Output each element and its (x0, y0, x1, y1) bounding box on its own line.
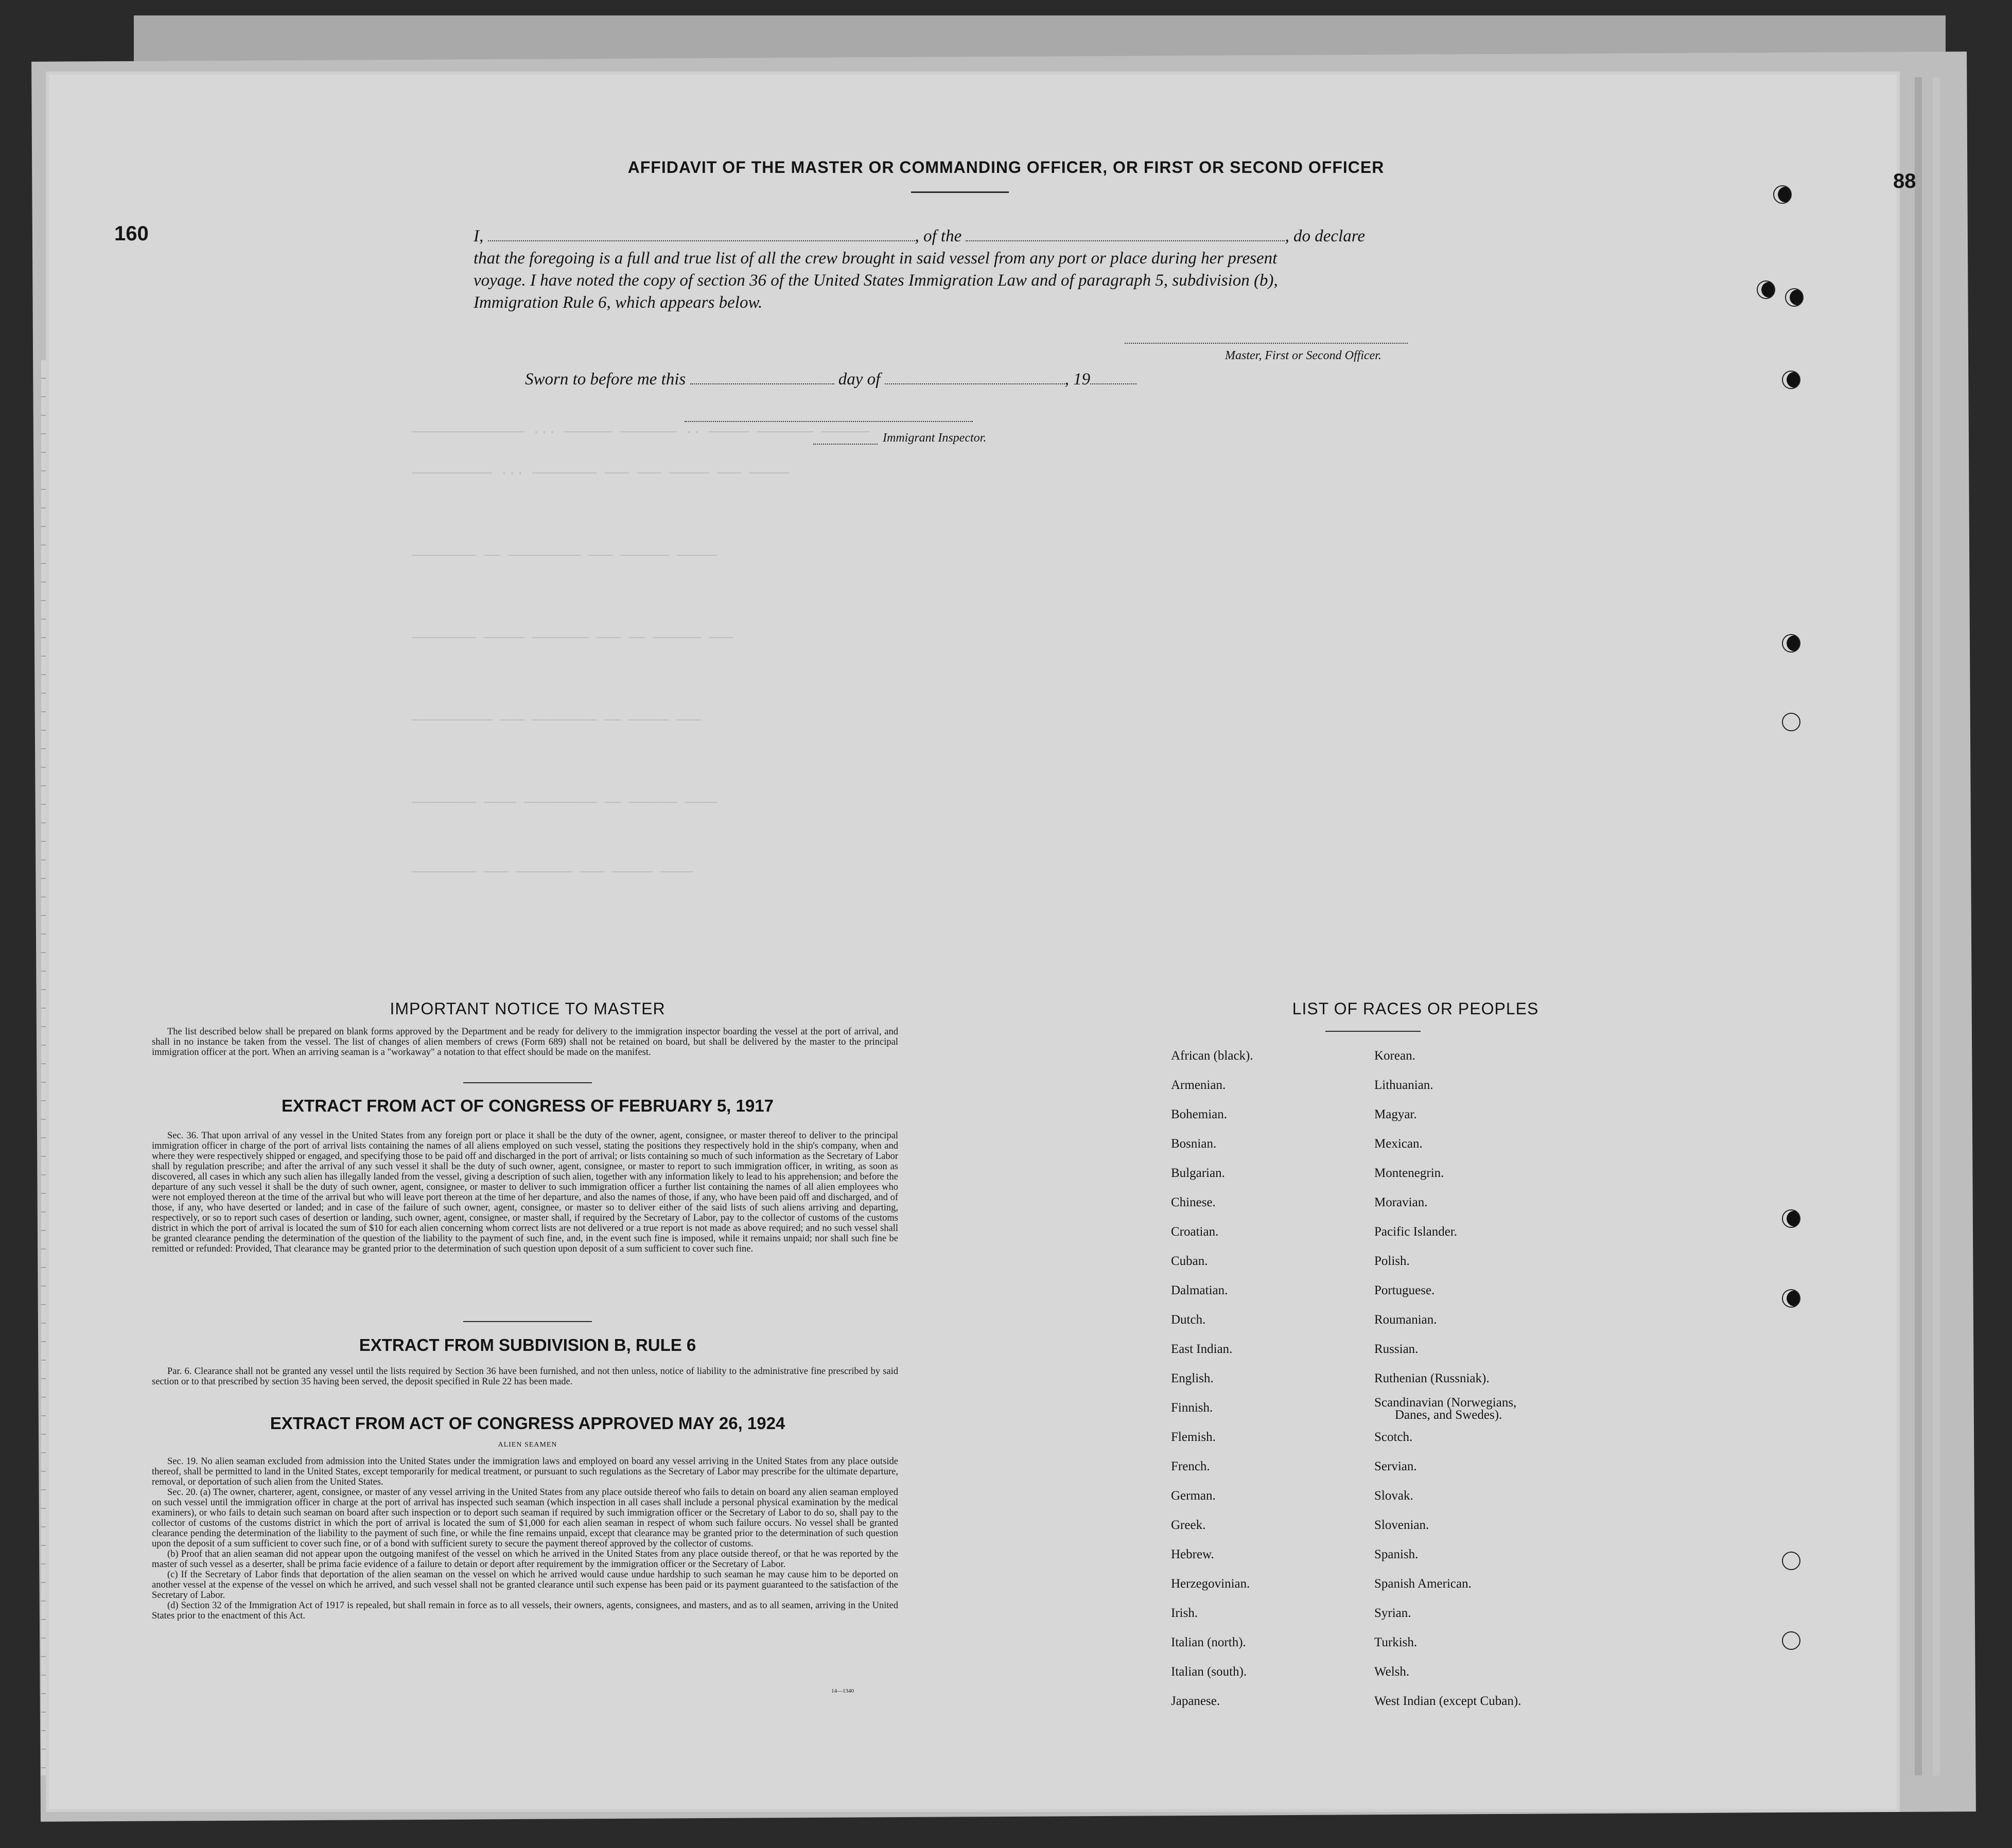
race-item: Dutch. (1171, 1313, 1206, 1327)
affidavit-declare-label: , do declare (1285, 227, 1365, 245)
left-margin-number: 160 (114, 222, 149, 245)
notice-paragraph: The list described below shall be prepared on blank forms approved by the Department and be ready for delivery to the immigration inspector boarding the vessel at the port of arrival, and shall in no instance be taken from the vessel. The list of changes of alien members of crews (Form 689) shall not be retained on board, but shall be delivered by the master to the principal immigration officer at the port. When an arriving seaman is a "workaway" a notation to that effect should be made on the manifest. (152, 1027, 898, 1058)
races-divider (1325, 1031, 1421, 1032)
extract-1917-text (152, 1131, 898, 1254)
rule-6-text (152, 1366, 898, 1387)
race-item: Slovak. (1374, 1489, 1413, 1503)
inspector-dotted-lead (813, 444, 878, 445)
day-of-label: day of (838, 370, 881, 389)
inspector-caption: Immigrant Inspector. (883, 431, 987, 445)
bleed-through-row: ──────── ─── ─────── ─── ───── ──── (412, 865, 693, 880)
extract-1924-sec-20c: (c) If the Secretary of Labor finds that deportation of the alien seaman on the vessel on which he arrived would cause undue hardship to such seaman he may cause him to be deported on another vessel at the expense of the vessel on which he arrived, and such vessel shall not be granted clearance until such expense has been paid or its payment guaranteed to the satisfaction of the Secretary of Labor. (152, 1570, 898, 1600)
race-item: Pacific Islander. (1374, 1225, 1458, 1239)
race-item: Irish. (1171, 1606, 1198, 1620)
race-item: French. (1171, 1459, 1210, 1473)
punch-hole (1785, 288, 1804, 307)
race-item: Russian. (1374, 1342, 1419, 1356)
affidavit-line-1 (474, 225, 1493, 247)
race-item: Japanese. (1171, 1694, 1220, 1708)
race-item: Syrian. (1374, 1606, 1411, 1620)
punch-hole (1773, 185, 1792, 204)
sheet-edge (1899, 77, 1906, 1775)
race-item: Slovenian. (1374, 1518, 1429, 1532)
race-item: Montenegrin. (1374, 1166, 1444, 1180)
master-caption: Master, First or Second Officer. (1225, 349, 1381, 362)
sheet-edge (1933, 77, 1940, 1775)
race-item: Finnish. (1171, 1401, 1213, 1415)
affidavit-line-3: voyage. I have noted the copy of section 36 of the United States Immigration Law and of paragraph 5, subdivision (b), (474, 271, 1278, 290)
race-item: West Indian (except Cuban). (1374, 1694, 1521, 1708)
sworn-month-blank (885, 381, 1065, 384)
inspector-signature-line (685, 421, 973, 422)
master-signature-line (1125, 343, 1408, 344)
notice-title: IMPORTANT NOTICE TO MASTER (390, 999, 666, 1018)
bleed-through-row: ────────── ─── ──────── ── ───── ─── (412, 713, 701, 728)
race-item: Scandinavian (Norwegians, (1374, 1396, 1517, 1410)
punch-hole (1782, 713, 1800, 731)
extract-1924-sec-20a: Sec. 20. (a) The owner, charterer, agent, consignee, or master of any vessel arriving in the United States from any place outside thereof who fails to detain on board any alien seaman employed on such vessel until the immigration officer in charge at the port of arrival has inspected such seaman (which inspection in all cases shall include a personal physical examination by the medical examiners), or who fails to detain such seaman on board after such inspection or to deport such seaman if required by such immigration officer or the Secretary of Labor to do so, shall pay to the collector of customs of the customs district in which the port of arrival is located the sum of $1,000 for each alien seaman in respect of whom such failure occurs. No vessel shall be granted clearance pending the determination of the liability to the payment of such fine, or while the fine remains unpaid, except that clearance may be granted prior to the determination of such question upon the deposit of a sum sufficient to cover such fine, or of a bond with sufficient surety to secure the payment thereof approved by the collector of customs. (152, 1487, 898, 1549)
race-item: Bulgarian. (1171, 1166, 1225, 1180)
race-item: Roumanian. (1374, 1313, 1437, 1327)
bleed-through-row: ────────────── ··· ────── ─────── ·· ───── ─────── ────── (412, 425, 870, 440)
race-item: Polish. (1374, 1254, 1410, 1268)
extract-1924-text (152, 1456, 898, 1621)
race-item: Ruthenian (Russniak). (1374, 1371, 1490, 1385)
form-number: 14—1340 (831, 1688, 854, 1694)
year-label: , 19 (1064, 370, 1091, 389)
affidavit-line-2: that the foregoing is a full and true list of all the crew brought in said vessel from any port or place during her present (474, 249, 1278, 268)
race-item: Moravian. (1374, 1195, 1428, 1209)
right-margin-number: 88 (1893, 170, 1916, 192)
race-item: Spanish American. (1374, 1577, 1472, 1591)
race-item: Italian (north). (1171, 1635, 1246, 1649)
extract-1924-sec-19: Sec. 19. No alien seaman excluded from admission into the United States under the immigration laws and employed on board any vessel arriving in the United States from any place outside thereof, shall be permitted to land in the United States, except temporarily for medical treatment, or pursuant to such regulations as the Secretary of Labor may prescribe for the ultimate departure, removal, or deportation of such alien from the United States. (152, 1456, 898, 1487)
bleed-through-row: ──────── ───── ─────── ─── ── ────── ─── (412, 630, 733, 646)
race-item: Magyar. (1374, 1107, 1417, 1121)
race-item: Lithuanian. (1374, 1078, 1433, 1092)
extract-1917-title: EXTRACT FROM ACT OF CONGRESS OF FEBRUARY 5, 1917 (282, 1096, 774, 1115)
punch-hole (1782, 371, 1800, 389)
rule-6-title: EXTRACT FROM SUBDIVISION B, RULE 6 (359, 1335, 696, 1354)
race-item: Cuban. (1171, 1254, 1208, 1268)
race-item: Italian (south). (1171, 1665, 1247, 1679)
alien-seamen-subtitle: ALIEN SEAMEN (498, 1441, 557, 1449)
race-item: East Indian. (1171, 1342, 1233, 1356)
name-blank (488, 238, 915, 241)
race-item: Bohemian. (1171, 1107, 1228, 1121)
race-item: Spanish. (1374, 1547, 1419, 1561)
race-item: Portuguese. (1374, 1283, 1435, 1297)
race-item: German. (1171, 1489, 1216, 1503)
bleed-through-row: ──────── ──── ───────── ── ────── ──── (412, 795, 717, 811)
sheet-edge (1915, 77, 1922, 1775)
notice-text (152, 1027, 898, 1058)
race-item: Scotch. (1374, 1430, 1413, 1444)
race-item: Greek. (1171, 1518, 1206, 1532)
sworn-year-blank (1090, 381, 1136, 384)
race-item: Servian. (1374, 1459, 1417, 1473)
section-divider (463, 1082, 592, 1083)
affidavit-line-4: Immigration Rule 6, which appears below. (474, 293, 763, 312)
affidavit-title: AFFIDAVIT OF THE MASTER OR COMMANDING OFFICER, OR FIRST OR SECOND OFFICER (627, 158, 1385, 177)
sworn-label: Sworn to before me this (525, 370, 686, 389)
section-divider (463, 1321, 592, 1322)
race-item: Dalmatian. (1171, 1283, 1228, 1297)
race-item: Mexican. (1374, 1137, 1423, 1151)
affidavit-i-label: I, (474, 227, 484, 245)
extract-1917-paragraph: Sec. 36. That upon arrival of any vessel in the United States from any foreign port or place it shall be the duty of the owner, agent, consignee, or master thereof to deliver to the principal immigration officer in charge of the port of arrival lists containing the names of all aliens employed on such vessel, stating the positions they respectively hold in the ship's company, when and where they were respectively shipped or engaged, and specifying those to be paid off and discharged in the port of arrival; or lists containing so much of such information as the Secretary of Labor shall by regulation prescribe; and after the arrival of any such vessel it shall be the duty of such owner, agent, consignee, or master to report to such immigration officer, in writing, as soon as discovered, all cases in which any such alien has illegally landed from the vessel, giving a description of such alien, together with any information likely to lead to his apprehension; and before the departure of any such vessel it shall be the duty of such owner, agent, consignee, or master to deliver to such immigration officer a further list containing the names of all alien employees who were not employed thereon at the time of the arrival but who will leave port thereon at the time of her departure, and also the names of those, if any, who have been paid off and discharged, and of those, if any, who have deserted or landed; and in case of the failure of such owner, agent, consignee, or master so to deliver either of the said lists of such aliens arriving and departing, respectively, or so to report such cases of desertion or landing, such owner, agent, consignee, or master shall, if required by the Secretary of Labor, pay to the collector of customs of the customs district in which the port of arrival is located the sum of $10 for each alien concerning whom correct lists are not delivered or a true report is not made as above required; and no such vessel shall be granted clearance pending the determination of the question of the liability to the payment of such fine, and, in the event such fine is imposed, while it remains unpaid; nor shall such fine be remitted or refunded: Provided, That clearance may be granted prior to the determination of such question upon deposit of a sum sufficient to cover such fine. (152, 1131, 898, 1254)
title-divider (911, 191, 1009, 193)
bleed-through-row: ────────── ··· ──────── ─── ─── ───── ─── ───── (412, 466, 790, 481)
punch-hole (1782, 634, 1800, 653)
rule-6-paragraph: Par. 6. Clearance shall not be granted any vessel until the lists required by Section 36 have been furnished, and not then unless, notice of liability to the administrative fine prescribed by said section or to that prescribed by section 35 having been served, the deposit specified in Rule 22 has been made. (152, 1366, 898, 1387)
race-item: Turkish. (1374, 1635, 1418, 1649)
race-item: Chinese. (1171, 1195, 1216, 1209)
race-item: Croatian. (1171, 1225, 1219, 1239)
race-item: Flemish. (1171, 1430, 1216, 1444)
bleed-through-row: ──────── ── ───────── ─── ────── ───── (412, 548, 717, 564)
sworn-day-blank (690, 381, 834, 384)
race-item: Armenian. (1171, 1078, 1226, 1092)
race-item: African (black). (1171, 1049, 1253, 1063)
races-title: LIST OF RACES OR PEOPLES (1292, 999, 1539, 1018)
punch-hole (1757, 280, 1775, 299)
race-item-scandinavian-cont: Danes, and Swedes). (1395, 1408, 1502, 1422)
vessel-blank (966, 238, 1285, 241)
extract-1924-sec-20d: (d) Section 32 of the Immigration Act of 1917 is repealed, but shall remain in force as to all vessels, their owners, agents, consignees, and masters, and as to all seamen, arriving in the United States prior to the enactment of this Act. (152, 1600, 898, 1621)
punch-hole (1782, 1631, 1800, 1650)
extract-1924-sec-20b: (b) Proof that an alien seaman did not appear upon the outgoing manifest of the vessel on which he arrived in the United States from any place outside thereof, or that he was reported by the master of such vessel as a deserter, shall be prima facie evidence of a failure to detain or deport after requirement by the immigration officer or the Secretary of Labor. (152, 1549, 898, 1570)
race-item: Hebrew. (1171, 1547, 1214, 1561)
race-item: Herzegovinian. (1171, 1577, 1250, 1591)
punch-hole (1782, 1289, 1800, 1308)
extract-1924-title: EXTRACT FROM ACT OF CONGRESS APPROVED MAY 26, 1924 (270, 1414, 785, 1433)
race-item: Korean. (1374, 1049, 1415, 1063)
punch-hole (1782, 1552, 1800, 1570)
sworn-line (525, 368, 1544, 390)
punch-hole (1782, 1209, 1800, 1228)
affidavit-of-the-label: , of the (915, 227, 962, 245)
race-item: Bosnian. (1171, 1137, 1217, 1151)
race-item: Welsh. (1374, 1665, 1410, 1679)
race-item: English. (1171, 1371, 1214, 1385)
